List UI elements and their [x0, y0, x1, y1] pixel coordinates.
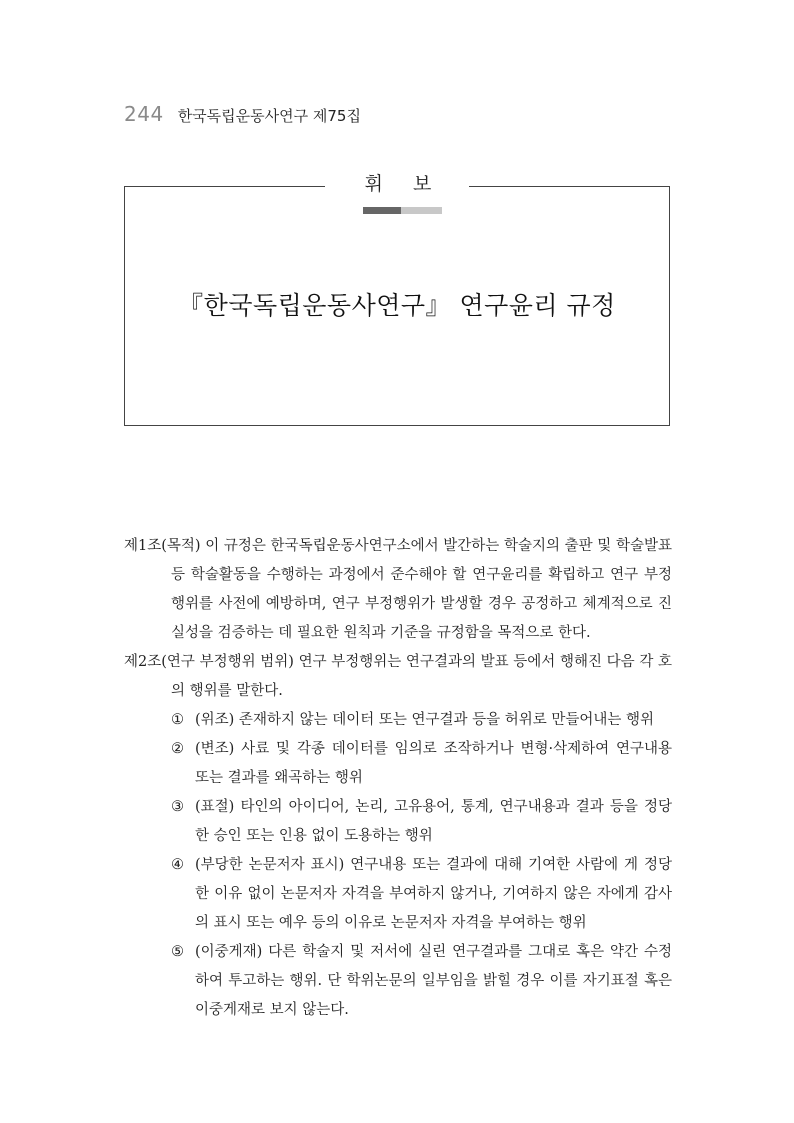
list-item [171, 706, 672, 735]
list-item [171, 938, 672, 1025]
item-number: ⑤ [171, 944, 184, 960]
regulation-title: 『한국독립운동사연구』 연구윤리 규정 [178, 291, 616, 320]
accent-bar-light [401, 207, 442, 214]
box-top-border-right [469, 186, 669, 187]
item-number: ① [171, 712, 184, 728]
item-number: ② [171, 741, 184, 757]
item-text: (이중게재) 다른 학술지 및 저서에 실린 연구결과를 그대로 혹은 약간 수정하여 투고하는 행위. 단 학위논문의 일부임을 밝힐 경우 이를 자기표절 혹은 이중게재로 보지 않는다. [195, 944, 672, 1018]
item-number: ③ [171, 799, 184, 815]
item-text: (표절) 타인의 아이디어, 논리, 고유용어, 통계, 연구내용과 결과 등을 정당한 승인 또는 인용 없이 도용하는 행위 [195, 799, 672, 844]
regulation-body [124, 532, 672, 1025]
list-item [171, 735, 672, 793]
item-text: (부당한 논문저자 표시) 연구내용 또는 결과에 대해 기여한 사람에 게 정당한 이유 없이 논문저자 자격을 부여하지 않거나, 기여하지 않은 자에게 감사의 표시 또는 예우 등의 이유로 논문저자 자격을 부여하는 행위 [195, 857, 672, 931]
running-header [124, 102, 361, 128]
list-item [171, 793, 672, 851]
list-item [171, 851, 672, 938]
item-number: ④ [171, 857, 184, 873]
accent-bar-dark [363, 207, 401, 214]
box-top-border-left [125, 186, 325, 187]
article-1: 제1조(목적) 이 규정은 한국독립운동사연구소에서 발간하는 학술지의 출판 및 학술발표 등 학술활동을 수행하는 과정에서 준수해야 할 연구윤리를 확립하고 연구 부정행위를 사전에 예방하며, 연구 부정행위가 발생할 경우 공정하고 체계적으로 진실성을 검증하는 데 필요한 원칙과 기준을 규정함을 목적으로 한다. [124, 538, 672, 641]
page-number: 244 [124, 102, 164, 126]
journal-name: 한국독립운동사연구 제75집 [177, 107, 361, 125]
item-text: (변조) 사료 및 각종 데이터를 임의로 조작하거나 변형·삭제하여 연구내용 또는 결과를 왜곡하는 행위 [195, 741, 672, 786]
item-text: (위조) 존재하지 않는 데이터 또는 연구결과 등을 허위로 만들어내는 행위 [195, 712, 654, 728]
notice-label: 휘보 [364, 173, 462, 195]
accent-bar [363, 207, 442, 214]
article-2: 제2조(연구 부정행위 범위) 연구 부정행위는 연구결과의 발표 등에서 행해진 다음 각 호의 행위를 말한다. [124, 654, 672, 699]
notice-box [124, 173, 670, 426]
